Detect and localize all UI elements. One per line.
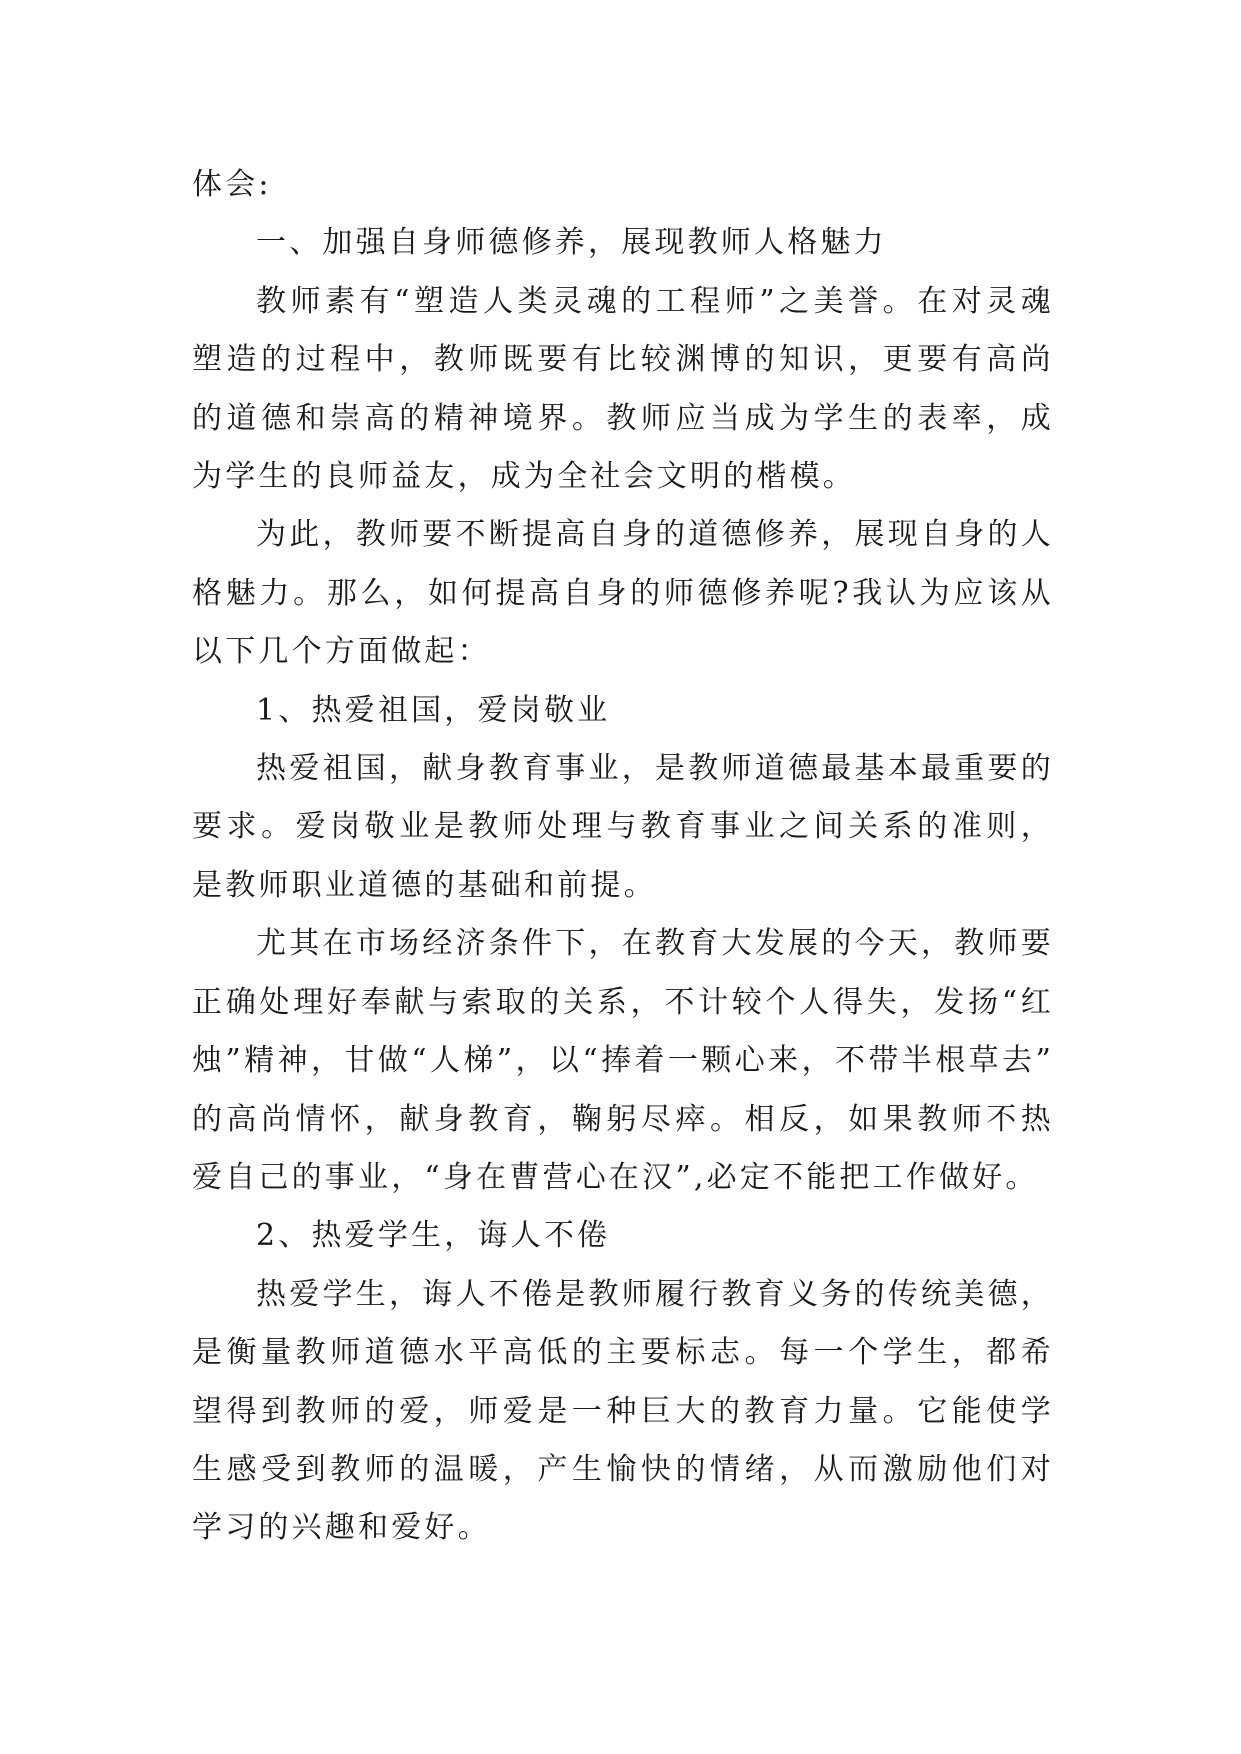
paragraph: 热爱学生，诲人不倦是教师履行教育义务的传统美德，是衡量教师道德水平高低的主要标志。每一个学生，都希望得到教师的爱，师爱是一种巨大的教育力量。它能使学生感受到教师的温暖，产生愉快的情绪，从而激励他们对学习的兴趣和爱好。 [192, 1276, 1054, 1546]
paragraph: 为此，教师要不断提高自身的道德修养，展现自身的人格魅力。那么，如何提高自身的师德修养呢?我认为应该从以下几个方面做起： [192, 517, 1054, 670]
paragraph: 尤其在市场经济条件下，在教育大发展的今天，教师要正确处理好奉献与索取的关系，不计较个人得失，发扬“红烛”精神，甘做“人梯”，以“捧着一颗心来，不带半根草去”的高尚情怀，献身教育，鞠躬尽瘁。相反，如果教师不热爱自己的事业，“身在曹营心在汉”,必定不能把工作做好。 [192, 926, 1054, 1195]
section-heading-1: 一、加强自身师德修养，展现教师人格魅力 [256, 225, 887, 261]
paragraph: 热爱祖国，献身教育事业，是教师道德最基本最重要的要求。爱岗敬业是教师处理与教育事业之间关系的准则，是教师职业道德的基础和前提。 [192, 751, 1054, 903]
paragraph-intro: 体会: [192, 167, 272, 202]
document-body [192, 156, 1054, 1558]
subheading-1: 1、热爱祖国，爱岗敬业 [256, 692, 611, 728]
subheading-2: 2、热爱学生，诲人不倦 [256, 1218, 611, 1254]
paragraph: 教师素有“塑造人类灵魂的工程师”之美誉。在对灵魂塑造的过程中，教师既要有比较渊博的知识，更要有高尚的道德和崇高的精神境界。教师应当成为学生的表率，成为学生的良师益友，成为全社会文明的楷模。 [192, 283, 1054, 495]
